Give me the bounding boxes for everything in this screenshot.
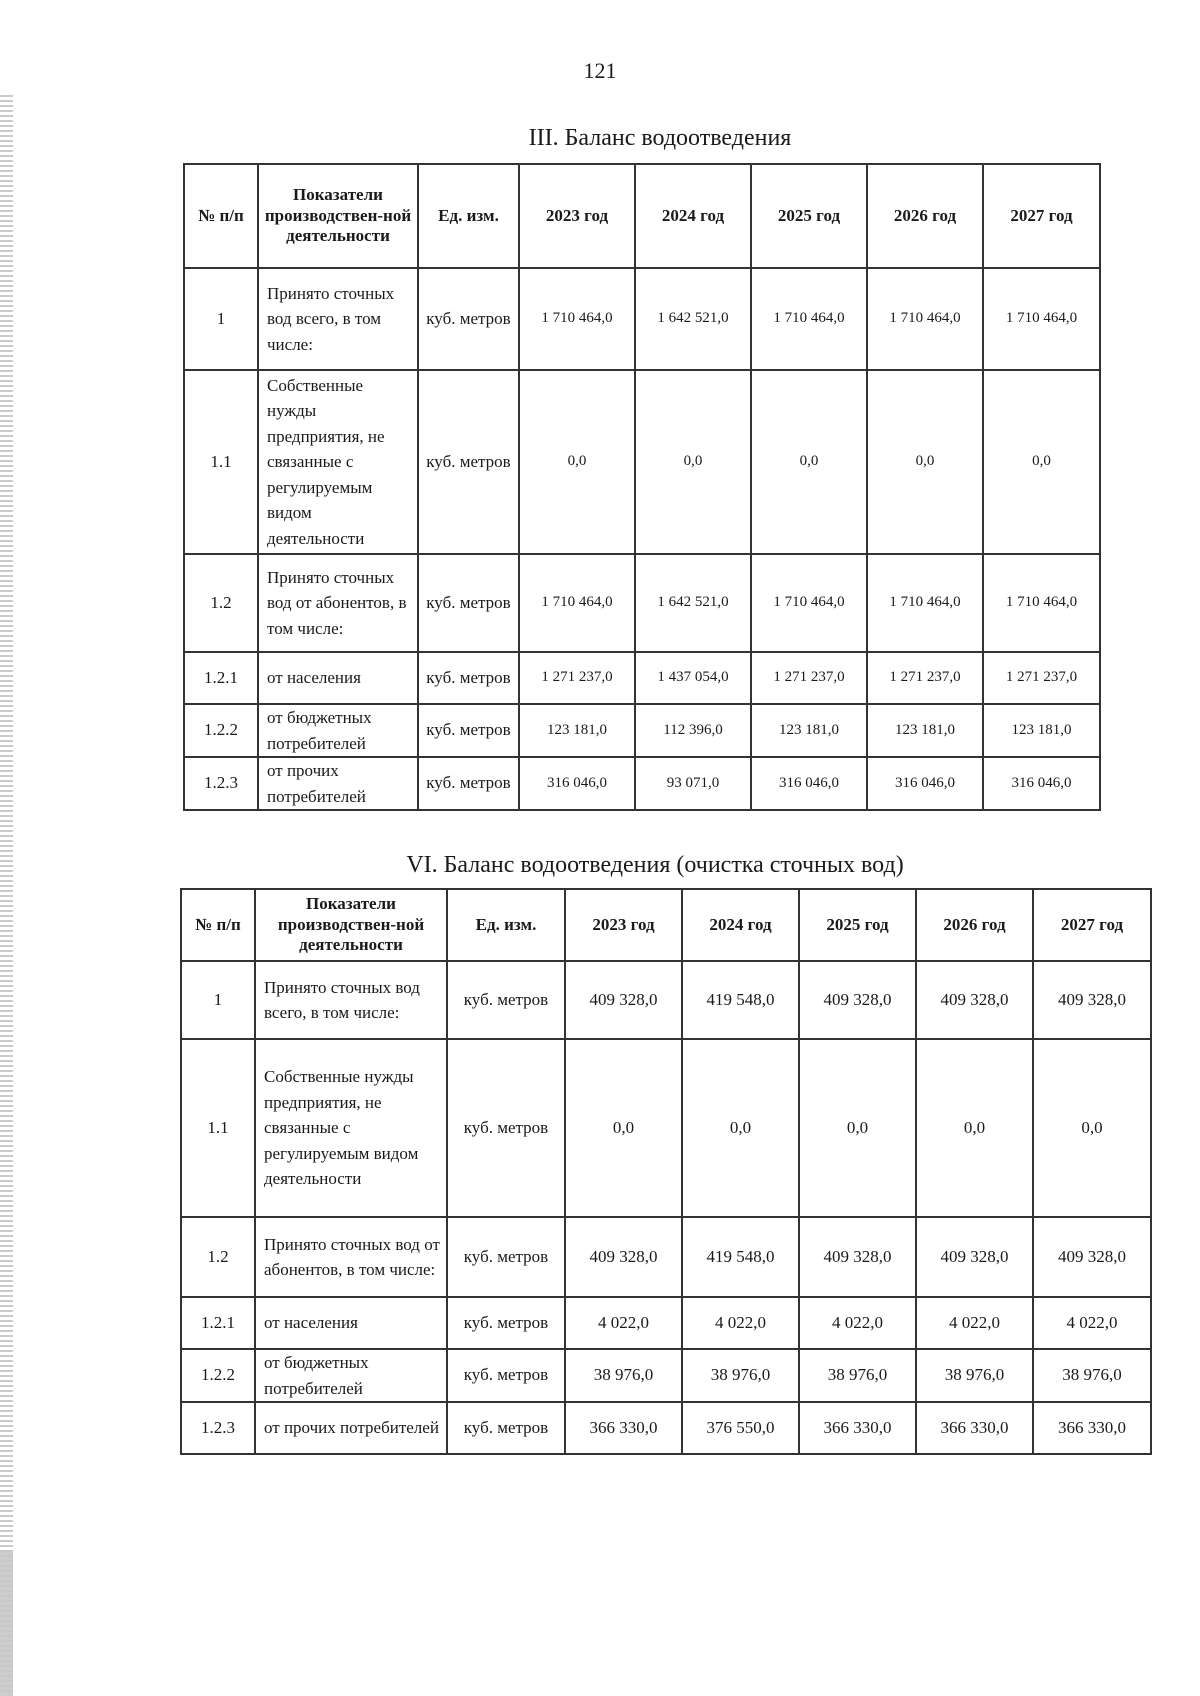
column-header-2023: 2023 год bbox=[519, 164, 635, 268]
value-2023: 38 976,0 bbox=[565, 1349, 682, 1402]
column-header-2027: 2027 год bbox=[983, 164, 1100, 268]
table-row bbox=[184, 268, 1100, 370]
row-indicator: Собственные нужды предприятия, не связанные с регулируемым видом деятельности bbox=[255, 1039, 447, 1217]
row-unit: куб. метров bbox=[418, 370, 519, 554]
value-2026: 409 328,0 bbox=[916, 961, 1033, 1039]
wastewater-treatment-balance-table bbox=[180, 888, 1152, 1455]
table-row bbox=[184, 370, 1100, 554]
row-unit: куб. метров bbox=[447, 1039, 565, 1217]
value-2027: 316 046,0 bbox=[983, 757, 1100, 810]
row-unit: куб. метров bbox=[447, 961, 565, 1039]
column-header-2024: 2024 год bbox=[682, 889, 799, 961]
value-2026: 1 271 237,0 bbox=[867, 652, 983, 704]
column-header-2025: 2025 год bbox=[799, 889, 916, 961]
value-2023: 316 046,0 bbox=[519, 757, 635, 810]
value-2026: 1 710 464,0 bbox=[867, 268, 983, 370]
value-2024: 419 548,0 bbox=[682, 961, 799, 1039]
value-2027: 4 022,0 bbox=[1033, 1297, 1151, 1349]
column-header-number: № п/п bbox=[181, 889, 255, 961]
row-indicator: от прочих потребителей bbox=[258, 757, 418, 810]
value-2025: 4 022,0 bbox=[799, 1297, 916, 1349]
value-2025: 366 330,0 bbox=[799, 1402, 916, 1454]
value-2025: 38 976,0 bbox=[799, 1349, 916, 1402]
row-number: 1.2.1 bbox=[181, 1297, 255, 1349]
value-2026: 38 976,0 bbox=[916, 1349, 1033, 1402]
table-header-row bbox=[181, 889, 1151, 961]
value-2026: 316 046,0 bbox=[867, 757, 983, 810]
row-indicator: от прочих потребителей bbox=[255, 1402, 447, 1454]
value-2025: 316 046,0 bbox=[751, 757, 867, 810]
column-header-2024: 2024 год bbox=[635, 164, 751, 268]
column-header-2026: 2026 год bbox=[916, 889, 1033, 961]
value-2023: 0,0 bbox=[565, 1039, 682, 1217]
value-2026: 123 181,0 bbox=[867, 704, 983, 757]
column-header-2027: 2027 год bbox=[1033, 889, 1151, 961]
row-unit: куб. метров bbox=[447, 1297, 565, 1349]
value-2026: 0,0 bbox=[867, 370, 983, 554]
value-2026: 1 710 464,0 bbox=[867, 554, 983, 652]
value-2023: 1 710 464,0 bbox=[519, 268, 635, 370]
row-number: 1.2 bbox=[184, 554, 258, 652]
table-row bbox=[181, 1349, 1151, 1402]
row-number: 1.2 bbox=[181, 1217, 255, 1297]
value-2027: 123 181,0 bbox=[983, 704, 1100, 757]
row-unit: куб. метров bbox=[447, 1217, 565, 1297]
value-2026: 409 328,0 bbox=[916, 1217, 1033, 1297]
row-number: 1.2.3 bbox=[184, 757, 258, 810]
value-2025: 1 710 464,0 bbox=[751, 554, 867, 652]
column-header-2026: 2026 год bbox=[867, 164, 983, 268]
value-2025: 0,0 bbox=[799, 1039, 916, 1217]
row-unit: куб. метров bbox=[447, 1349, 565, 1402]
scan-edge-artifact bbox=[0, 95, 13, 1695]
row-indicator: Принято сточных вод от абонентов, в том числе: bbox=[255, 1217, 447, 1297]
row-number: 1.1 bbox=[181, 1039, 255, 1217]
value-2025: 123 181,0 bbox=[751, 704, 867, 757]
table-row bbox=[181, 1217, 1151, 1297]
row-unit: куб. метров bbox=[418, 268, 519, 370]
table-row bbox=[181, 1402, 1151, 1454]
table-row bbox=[184, 554, 1100, 652]
scan-edge-shadow bbox=[0, 1550, 13, 1696]
row-indicator: от населения bbox=[258, 652, 418, 704]
row-indicator: Собственные нужды предприятия, не связанные с регулируемым видом деятельности bbox=[258, 370, 418, 554]
value-2027: 0,0 bbox=[1033, 1039, 1151, 1217]
column-header-2025: 2025 год bbox=[751, 164, 867, 268]
value-2024: 1 437 054,0 bbox=[635, 652, 751, 704]
value-2025: 0,0 bbox=[751, 370, 867, 554]
value-2023: 1 710 464,0 bbox=[519, 554, 635, 652]
table-row bbox=[181, 1297, 1151, 1349]
value-2023: 366 330,0 bbox=[565, 1402, 682, 1454]
value-2027: 0,0 bbox=[983, 370, 1100, 554]
value-2024: 0,0 bbox=[635, 370, 751, 554]
row-unit: куб. метров bbox=[447, 1402, 565, 1454]
value-2024: 1 642 521,0 bbox=[635, 554, 751, 652]
value-2024: 1 642 521,0 bbox=[635, 268, 751, 370]
column-header-number: № п/п bbox=[184, 164, 258, 268]
row-number: 1.2.1 bbox=[184, 652, 258, 704]
row-indicator: от населения bbox=[255, 1297, 447, 1349]
table-header-row bbox=[184, 164, 1100, 268]
value-2024: 419 548,0 bbox=[682, 1217, 799, 1297]
value-2027: 1 710 464,0 bbox=[983, 554, 1100, 652]
table-row bbox=[184, 704, 1100, 757]
section-title-wastewater-balance: III. Баланс водоотведения bbox=[528, 125, 792, 151]
row-indicator: Принято сточных вод всего, в том числе: bbox=[255, 961, 447, 1039]
value-2025: 1 271 237,0 bbox=[751, 652, 867, 704]
column-header-indicator: Показатели производствен-ной деятельности bbox=[255, 889, 447, 961]
value-2027: 1 710 464,0 bbox=[983, 268, 1100, 370]
table-row bbox=[181, 961, 1151, 1039]
value-2024: 93 071,0 bbox=[635, 757, 751, 810]
row-number: 1 bbox=[184, 268, 258, 370]
column-header-indicator: Показатели производствен-ной деятельности bbox=[258, 164, 418, 268]
table-row bbox=[184, 757, 1100, 810]
value-2027: 1 271 237,0 bbox=[983, 652, 1100, 704]
row-number: 1.2.3 bbox=[181, 1402, 255, 1454]
value-2025: 1 710 464,0 bbox=[751, 268, 867, 370]
value-2023: 409 328,0 bbox=[565, 961, 682, 1039]
section-title-wastewater-treatment-balance: VI. Баланс водоотведения (очистка сточных вод) bbox=[406, 852, 904, 878]
value-2023: 0,0 bbox=[519, 370, 635, 554]
value-2026: 4 022,0 bbox=[916, 1297, 1033, 1349]
row-number: 1.2.2 bbox=[181, 1349, 255, 1402]
value-2027: 38 976,0 bbox=[1033, 1349, 1151, 1402]
row-indicator: от бюджетных потребителей bbox=[258, 704, 418, 757]
value-2027: 366 330,0 bbox=[1033, 1402, 1151, 1454]
value-2024: 112 396,0 bbox=[635, 704, 751, 757]
value-2025: 409 328,0 bbox=[799, 1217, 916, 1297]
value-2026: 0,0 bbox=[916, 1039, 1033, 1217]
row-number: 1 bbox=[181, 961, 255, 1039]
value-2024: 376 550,0 bbox=[682, 1402, 799, 1454]
column-header-2023: 2023 год bbox=[565, 889, 682, 961]
value-2027: 409 328,0 bbox=[1033, 961, 1151, 1039]
row-indicator: Принято сточных вод всего, в том числе: bbox=[258, 268, 418, 370]
value-2023: 1 271 237,0 bbox=[519, 652, 635, 704]
value-2024: 4 022,0 bbox=[682, 1297, 799, 1349]
value-2023: 4 022,0 bbox=[565, 1297, 682, 1349]
value-2024: 38 976,0 bbox=[682, 1349, 799, 1402]
page-number: 121 bbox=[583, 58, 617, 83]
value-2027: 409 328,0 bbox=[1033, 1217, 1151, 1297]
row-unit: куб. метров bbox=[418, 704, 519, 757]
value-2023: 409 328,0 bbox=[565, 1217, 682, 1297]
row-number: 1.1 bbox=[184, 370, 258, 554]
table-row bbox=[184, 652, 1100, 704]
row-unit: куб. метров bbox=[418, 757, 519, 810]
row-unit: куб. метров bbox=[418, 554, 519, 652]
row-indicator: от бюджетных потребителей bbox=[255, 1349, 447, 1402]
column-header-unit: Ед. изм. bbox=[447, 889, 565, 961]
column-header-unit: Ед. изм. bbox=[418, 164, 519, 268]
value-2023: 123 181,0 bbox=[519, 704, 635, 757]
value-2025: 409 328,0 bbox=[799, 961, 916, 1039]
table-row bbox=[181, 1039, 1151, 1217]
value-2026: 366 330,0 bbox=[916, 1402, 1033, 1454]
row-number: 1.2.2 bbox=[184, 704, 258, 757]
row-indicator: Принято сточных вод от абонентов, в том числе: bbox=[258, 554, 418, 652]
value-2024: 0,0 bbox=[682, 1039, 799, 1217]
row-unit: куб. метров bbox=[418, 652, 519, 704]
wastewater-balance-table bbox=[183, 163, 1101, 811]
